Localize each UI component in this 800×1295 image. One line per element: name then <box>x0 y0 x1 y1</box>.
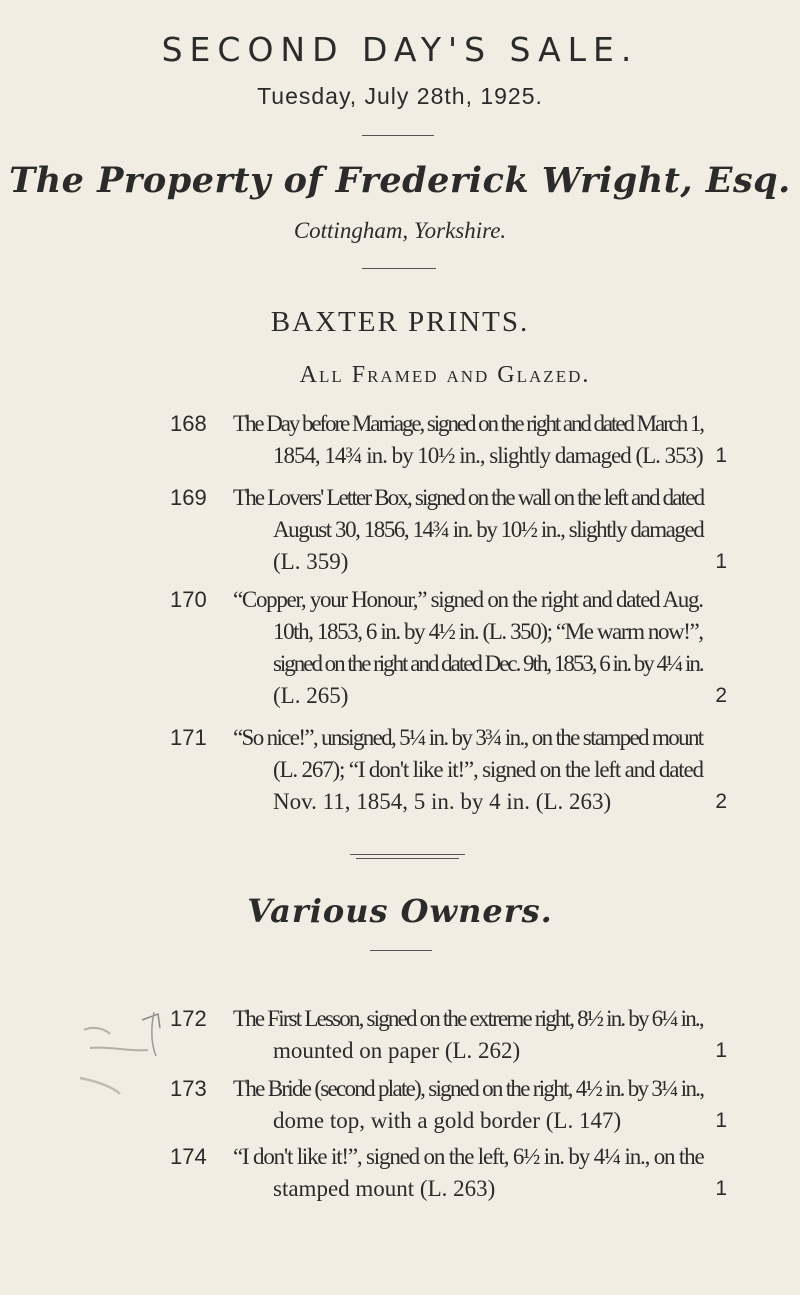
lot-description <box>233 1003 703 1067</box>
owner-place: Cottingham, Yorkshire. <box>293 218 507 243</box>
lot-description-line: stamped mount (L. 263) <box>273 1176 496 1201</box>
divider <box>362 135 434 136</box>
divider <box>370 950 432 951</box>
owner-heading: The Property of Frederick Wright, Esq. <box>9 160 791 201</box>
divider <box>356 858 459 859</box>
lot-price: 2 <box>715 684 727 707</box>
lot-price: 2 <box>715 790 727 813</box>
lot-price: 1 <box>715 550 727 573</box>
sale-date: Tuesday, July 28th, 1925. <box>257 83 543 109</box>
lot-description-line: dome top, with a gold border (L. 147) <box>273 1108 622 1133</box>
lot-description-line: 10th, 1853, 6 in. by 4½ in. (L. 350); “Me warm now!”, <box>273 619 703 644</box>
lot-description-line: The Bride (second plate), signed on the right, 4½ in. by 3¼ in., <box>233 1076 704 1101</box>
lot-number: 174 <box>170 1144 207 1169</box>
lot-description-line: The Day before Marriage, signed on the right and dated March 1, <box>233 411 703 436</box>
lot-description-line: Nov. 11, 1854, 5 in. by 4 in. (L. 263) <box>273 789 612 814</box>
lot-number: 168 <box>170 411 207 436</box>
lot-price: 1 <box>715 444 727 467</box>
lot-description-line: (L. 267); “I don't like it!”, signed on the left and dated <box>273 757 703 782</box>
lot-description-line: (L. 265) <box>273 683 349 708</box>
lot-number: 170 <box>170 587 207 612</box>
lot-description-line: mounted on paper (L. 262) <box>273 1038 521 1063</box>
lot-description <box>233 722 703 818</box>
handwritten-bracket-mark <box>80 1008 170 1098</box>
lot-description <box>233 584 703 712</box>
section-title: BAXTER PRINTS. <box>270 306 530 338</box>
lot-description-line: “I don't like it!”, signed on the left, 6½ in. by 4¼ in., on the <box>233 1144 704 1169</box>
lot-description-line: “Copper, your Honour,” signed on the right and dated Aug. <box>233 587 703 612</box>
lot-number: 172 <box>170 1006 207 1031</box>
lot-price: 1 <box>715 1177 727 1200</box>
divider <box>362 268 436 269</box>
lot-description-line: (L. 359) <box>273 549 349 574</box>
lot-description-line: The Lovers' Letter Box, signed on the wall on the left and dated <box>233 485 704 510</box>
lot-description <box>233 482 703 578</box>
sale-title: SECOND DAY'S SALE. <box>161 30 639 69</box>
lot-price: 1 <box>715 1109 727 1132</box>
lot-description <box>233 1141 703 1205</box>
lot-description <box>233 1073 703 1137</box>
divider <box>350 854 465 855</box>
lot-description-line: 1854, 14¾ in. by 10½ in., slightly damaged (L. 353) <box>273 443 703 468</box>
lot-number: 171 <box>170 725 207 750</box>
lot-description <box>233 408 703 472</box>
various-owners-heading: Various Owners. <box>247 892 553 930</box>
lot-description-line: The First Lesson, signed on the extreme right, 8½ in. by 6¼ in., <box>233 1006 703 1031</box>
lot-number: 173 <box>170 1076 207 1101</box>
lot-description-line: August 30, 1856, 14¾ in. by 10½ in., slightly damaged <box>273 517 704 542</box>
lot-price: 1 <box>715 1039 727 1062</box>
section-subtitle: All Framed and Glazed. <box>299 362 591 388</box>
lot-description-line: “So nice!”, unsigned, 5¼ in. by 3¾ in., on the stamped mount <box>233 725 703 750</box>
lot-number: 169 <box>170 485 207 510</box>
lot-description-line: signed on the right and dated Dec. 9th, 1853, 6 in. by 4¼ in. <box>273 651 703 676</box>
